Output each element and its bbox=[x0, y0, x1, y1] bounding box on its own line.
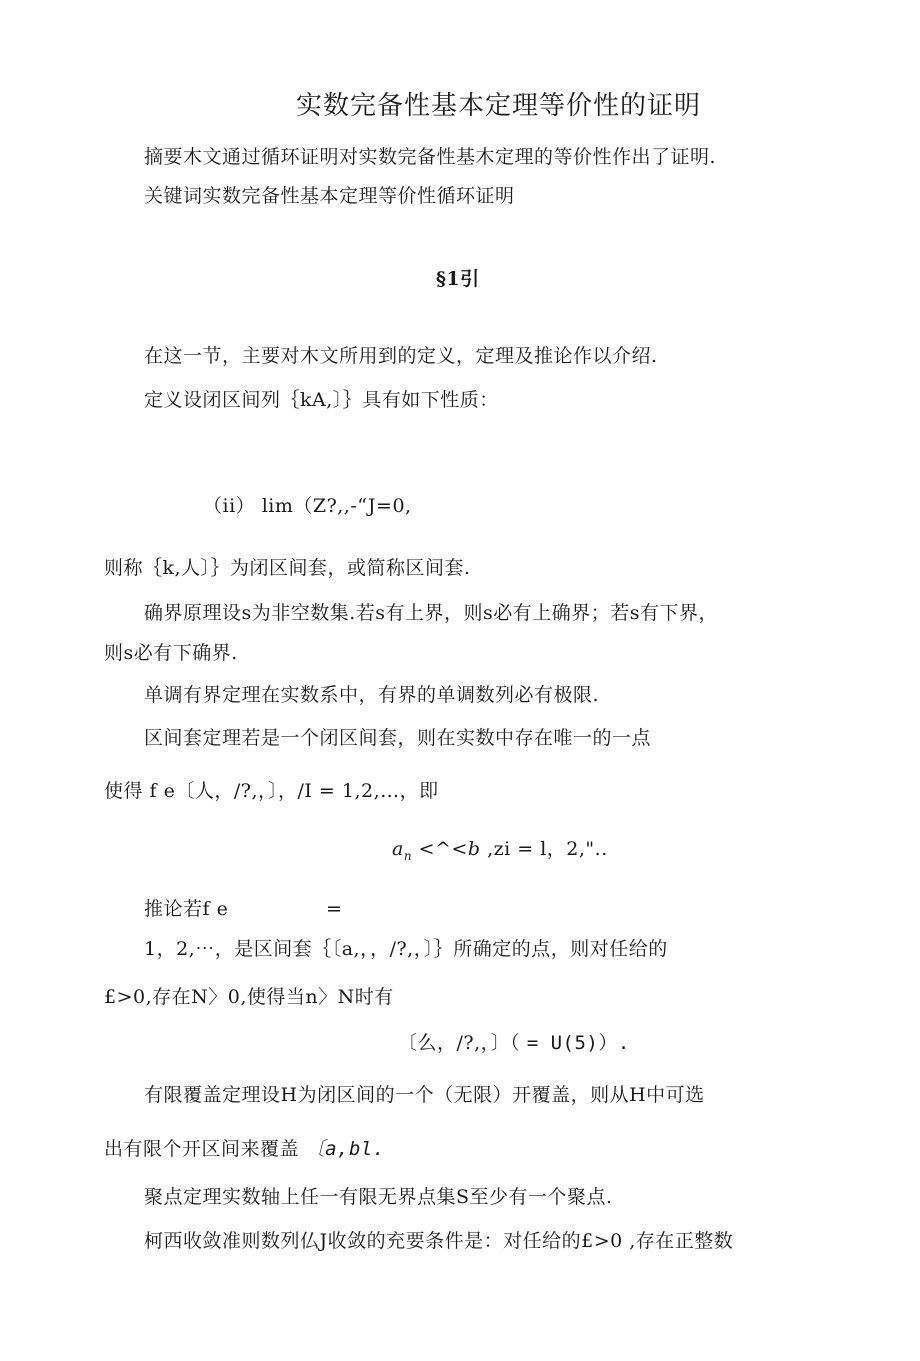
nested-formula bbox=[392, 836, 608, 869]
cauchy-criterion: 柯西收敛准则数列仏J收敛的充要条件是：对任给的£>0 ,存在正整数 bbox=[144, 1230, 734, 1252]
then-called-paragraph: 则称｛k,人〕｝为闭区间套，或简称区间套. bbox=[104, 557, 471, 579]
condition-ii bbox=[203, 493, 412, 519]
corollary-equals: = bbox=[326, 898, 343, 920]
condition-ii-label: （ii） bbox=[203, 495, 256, 517]
formula-subscript-n: n bbox=[403, 848, 413, 863]
monotone-theorem: 单调有界定理在实数系中，有界的单调数列必有极限. bbox=[144, 684, 600, 706]
sup-principle-line-2: 则s必有下确界. bbox=[104, 642, 238, 664]
nested-interval-theorem: 区间套定理若是一个闭区间套，则在实数中存在唯一的一点 bbox=[144, 727, 652, 749]
finite-cover-line-1: 有限覆盖定理设H为闭区间的一个（无限）开覆盖，则从H中可选 bbox=[144, 1084, 705, 1106]
corollary-formula bbox=[398, 1030, 630, 1056]
definition-paragraph: 定义设闭区间列｛kA,〕｝具有如下性质： bbox=[144, 389, 499, 411]
page-title: 实数完备性基本定理等价性的证明 bbox=[296, 91, 702, 121]
condition-ii-expression: lim（Z?,,-“J=0, bbox=[261, 495, 412, 517]
corollary-line-2: 1，2,⋯，是区间套｛〔a,，，/?,，〕｝所确定的点，则对任给的 bbox=[144, 938, 668, 960]
finite-cover-line-2 bbox=[104, 1136, 385, 1162]
abstract: 摘要木文通过循环证明对实数完备性基木定理的等价性作出了证明. bbox=[144, 146, 717, 168]
finite-cover-interval: 〔a,bl. bbox=[305, 1138, 385, 1160]
corollary-line-3: £>0,存在N〉0,使得当n〉N时有 bbox=[104, 986, 394, 1008]
keywords: 关键词实数完备性基本定理等价性循环证明 bbox=[144, 185, 515, 207]
sup-principle-line-1: 确界原理设s为非空数集.若s有上界，则s必有上确界；若s有下界， bbox=[144, 602, 719, 624]
formula-a: a bbox=[392, 838, 404, 860]
formula-b: b bbox=[467, 838, 481, 860]
corollary-formula-part-2: = U(5)）. bbox=[526, 1032, 630, 1054]
section-heading: §1引 bbox=[436, 268, 480, 290]
intro-paragraph: 在这一节，主要对木文所用到的定义，定理及推论作以介绍. bbox=[144, 345, 658, 367]
accumulation-point-theorem: 聚点定理实数轴上任一有限无界点集S至少有一个聚点. bbox=[144, 1186, 613, 1208]
such-that-line: 使得 f e〔人，/?,，〕，/I = 1,2,…，即 bbox=[104, 780, 439, 802]
formula-part-2: ,zi = l，2,".. bbox=[480, 838, 608, 860]
corollary-label: 推论若f e bbox=[144, 898, 229, 920]
finite-cover-text: 出有限个开区间来覆盖 bbox=[104, 1138, 300, 1160]
formula-part-1: <^< bbox=[412, 838, 468, 860]
corollary-formula-part-1: 〔么，/?,，〕（ bbox=[398, 1032, 521, 1054]
